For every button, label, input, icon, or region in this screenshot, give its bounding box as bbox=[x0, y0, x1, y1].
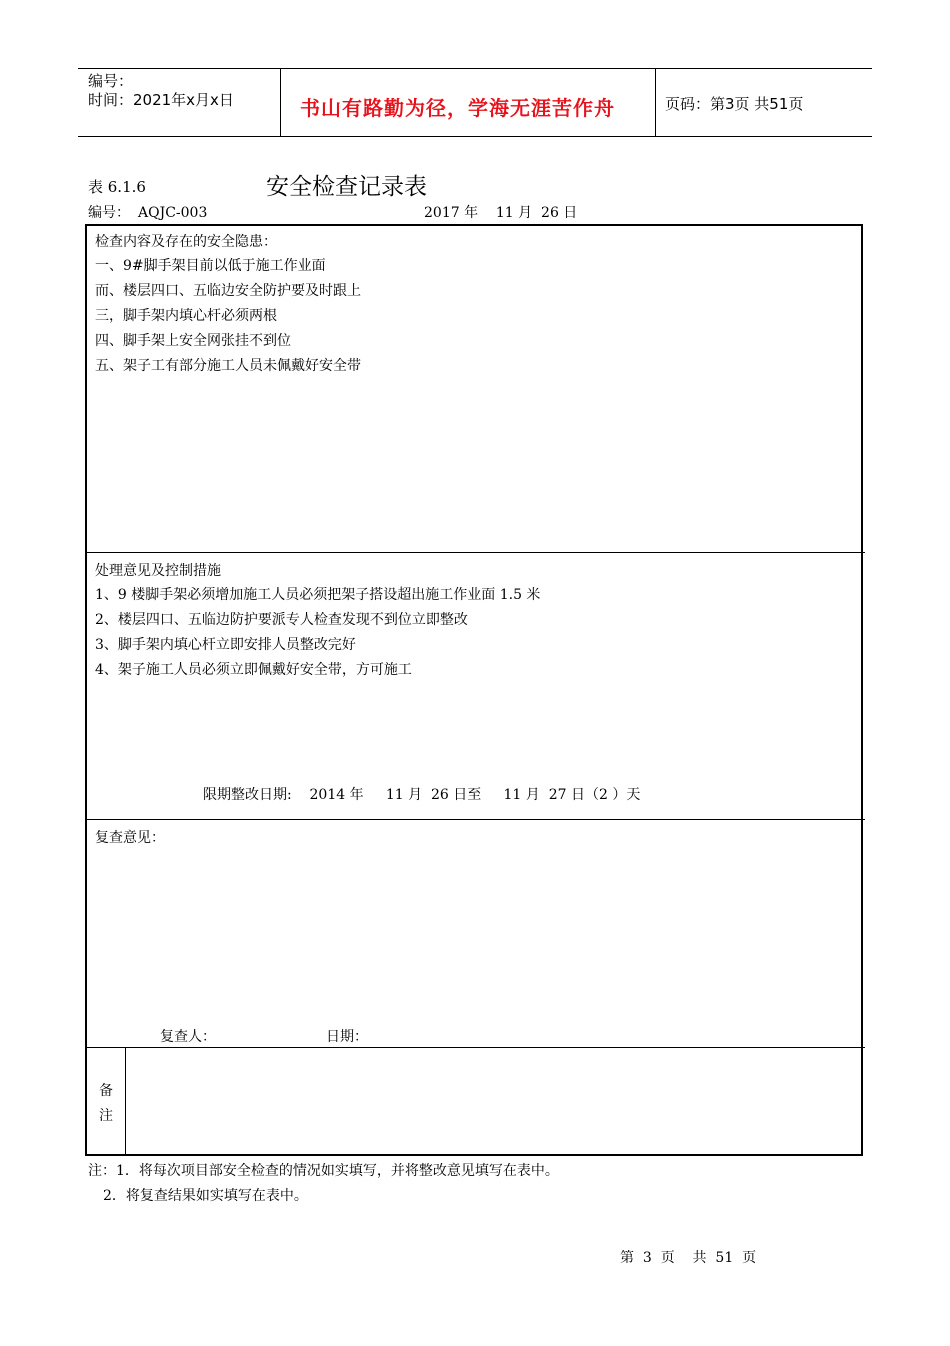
remarks-label-2: 注 bbox=[99, 1108, 113, 1124]
hazard-item: 而、楼层四口、五临边安全防护要及时跟上 bbox=[95, 283, 361, 299]
table-number: 表 6.1.6 bbox=[88, 178, 146, 196]
remarks-label-1: 备 bbox=[99, 1083, 113, 1099]
review-date-label: 日期： bbox=[326, 1029, 368, 1045]
hazard-item: 三，脚手架内填心杆必须两根 bbox=[95, 308, 277, 324]
row-divider-2 bbox=[85, 819, 865, 820]
measure-item: 4、架子施工人员必须立即佩戴好安全带，方可施工 bbox=[95, 662, 412, 678]
header-number-label: 编号： bbox=[88, 72, 134, 90]
reviewer-label: 复查人： bbox=[160, 1029, 216, 1045]
header-page-info: 页码：第3页 共51页 bbox=[665, 95, 804, 113]
hazard-item: 四、脚手架上安全网张挂不到位 bbox=[95, 333, 291, 349]
note-line-2: 2．将复查结果如实填写在表中。 bbox=[103, 1188, 308, 1204]
hazard-item: 五、架子工有部分施工人员未佩戴好安全带 bbox=[95, 358, 361, 374]
rectification-deadline: 限期整改日期: 2014 年 11 月 26 日至 11 月 27 日（2 ）天 bbox=[203, 787, 641, 803]
measure-item: 2、楼层四口、五临边防护要派专人检查发现不到位立即整改 bbox=[95, 612, 468, 628]
header-date-label: 时间：2021年x月x日 bbox=[88, 91, 234, 109]
row-divider-3 bbox=[85, 1047, 865, 1048]
form-date: 2017 年 11 月 26 日 bbox=[424, 205, 578, 221]
header-divider-left bbox=[280, 68, 281, 136]
form-code-label: 编号： bbox=[88, 205, 130, 221]
measures-heading: 处理意见及控制措施 bbox=[95, 563, 221, 579]
remarks-divider bbox=[125, 1047, 126, 1155]
measure-item: 3、脚手架内填心杆立即安排人员整改完好 bbox=[95, 637, 356, 653]
review-heading: 复查意见： bbox=[95, 830, 165, 846]
header-motto: 书山有路勤为径，学海无涯苦作舟 bbox=[300, 96, 615, 120]
measure-item: 1、9 楼脚手架必须增加施工人员必须把架子搭设超出施工作业面 1.5 米 bbox=[95, 587, 541, 603]
hazard-item: 一、9#脚手架目前以低于施工作业面 bbox=[95, 258, 326, 274]
header-divider-right bbox=[655, 68, 656, 136]
form-title: 安全检查记录表 bbox=[266, 174, 427, 200]
header-top-rule bbox=[78, 68, 872, 69]
row-divider-1 bbox=[85, 552, 865, 553]
note-line-1: 注：1．将每次项目部安全检查的情况如实填写，并将整改意见填写在表中。 bbox=[88, 1163, 559, 1179]
header-bottom-rule bbox=[78, 136, 872, 137]
hazards-heading: 检查内容及存在的安全隐患： bbox=[95, 234, 277, 250]
footer-page-number: 第 3 页 共 51 页 bbox=[620, 1250, 757, 1266]
form-code-value: AQJC-003 bbox=[138, 205, 208, 221]
